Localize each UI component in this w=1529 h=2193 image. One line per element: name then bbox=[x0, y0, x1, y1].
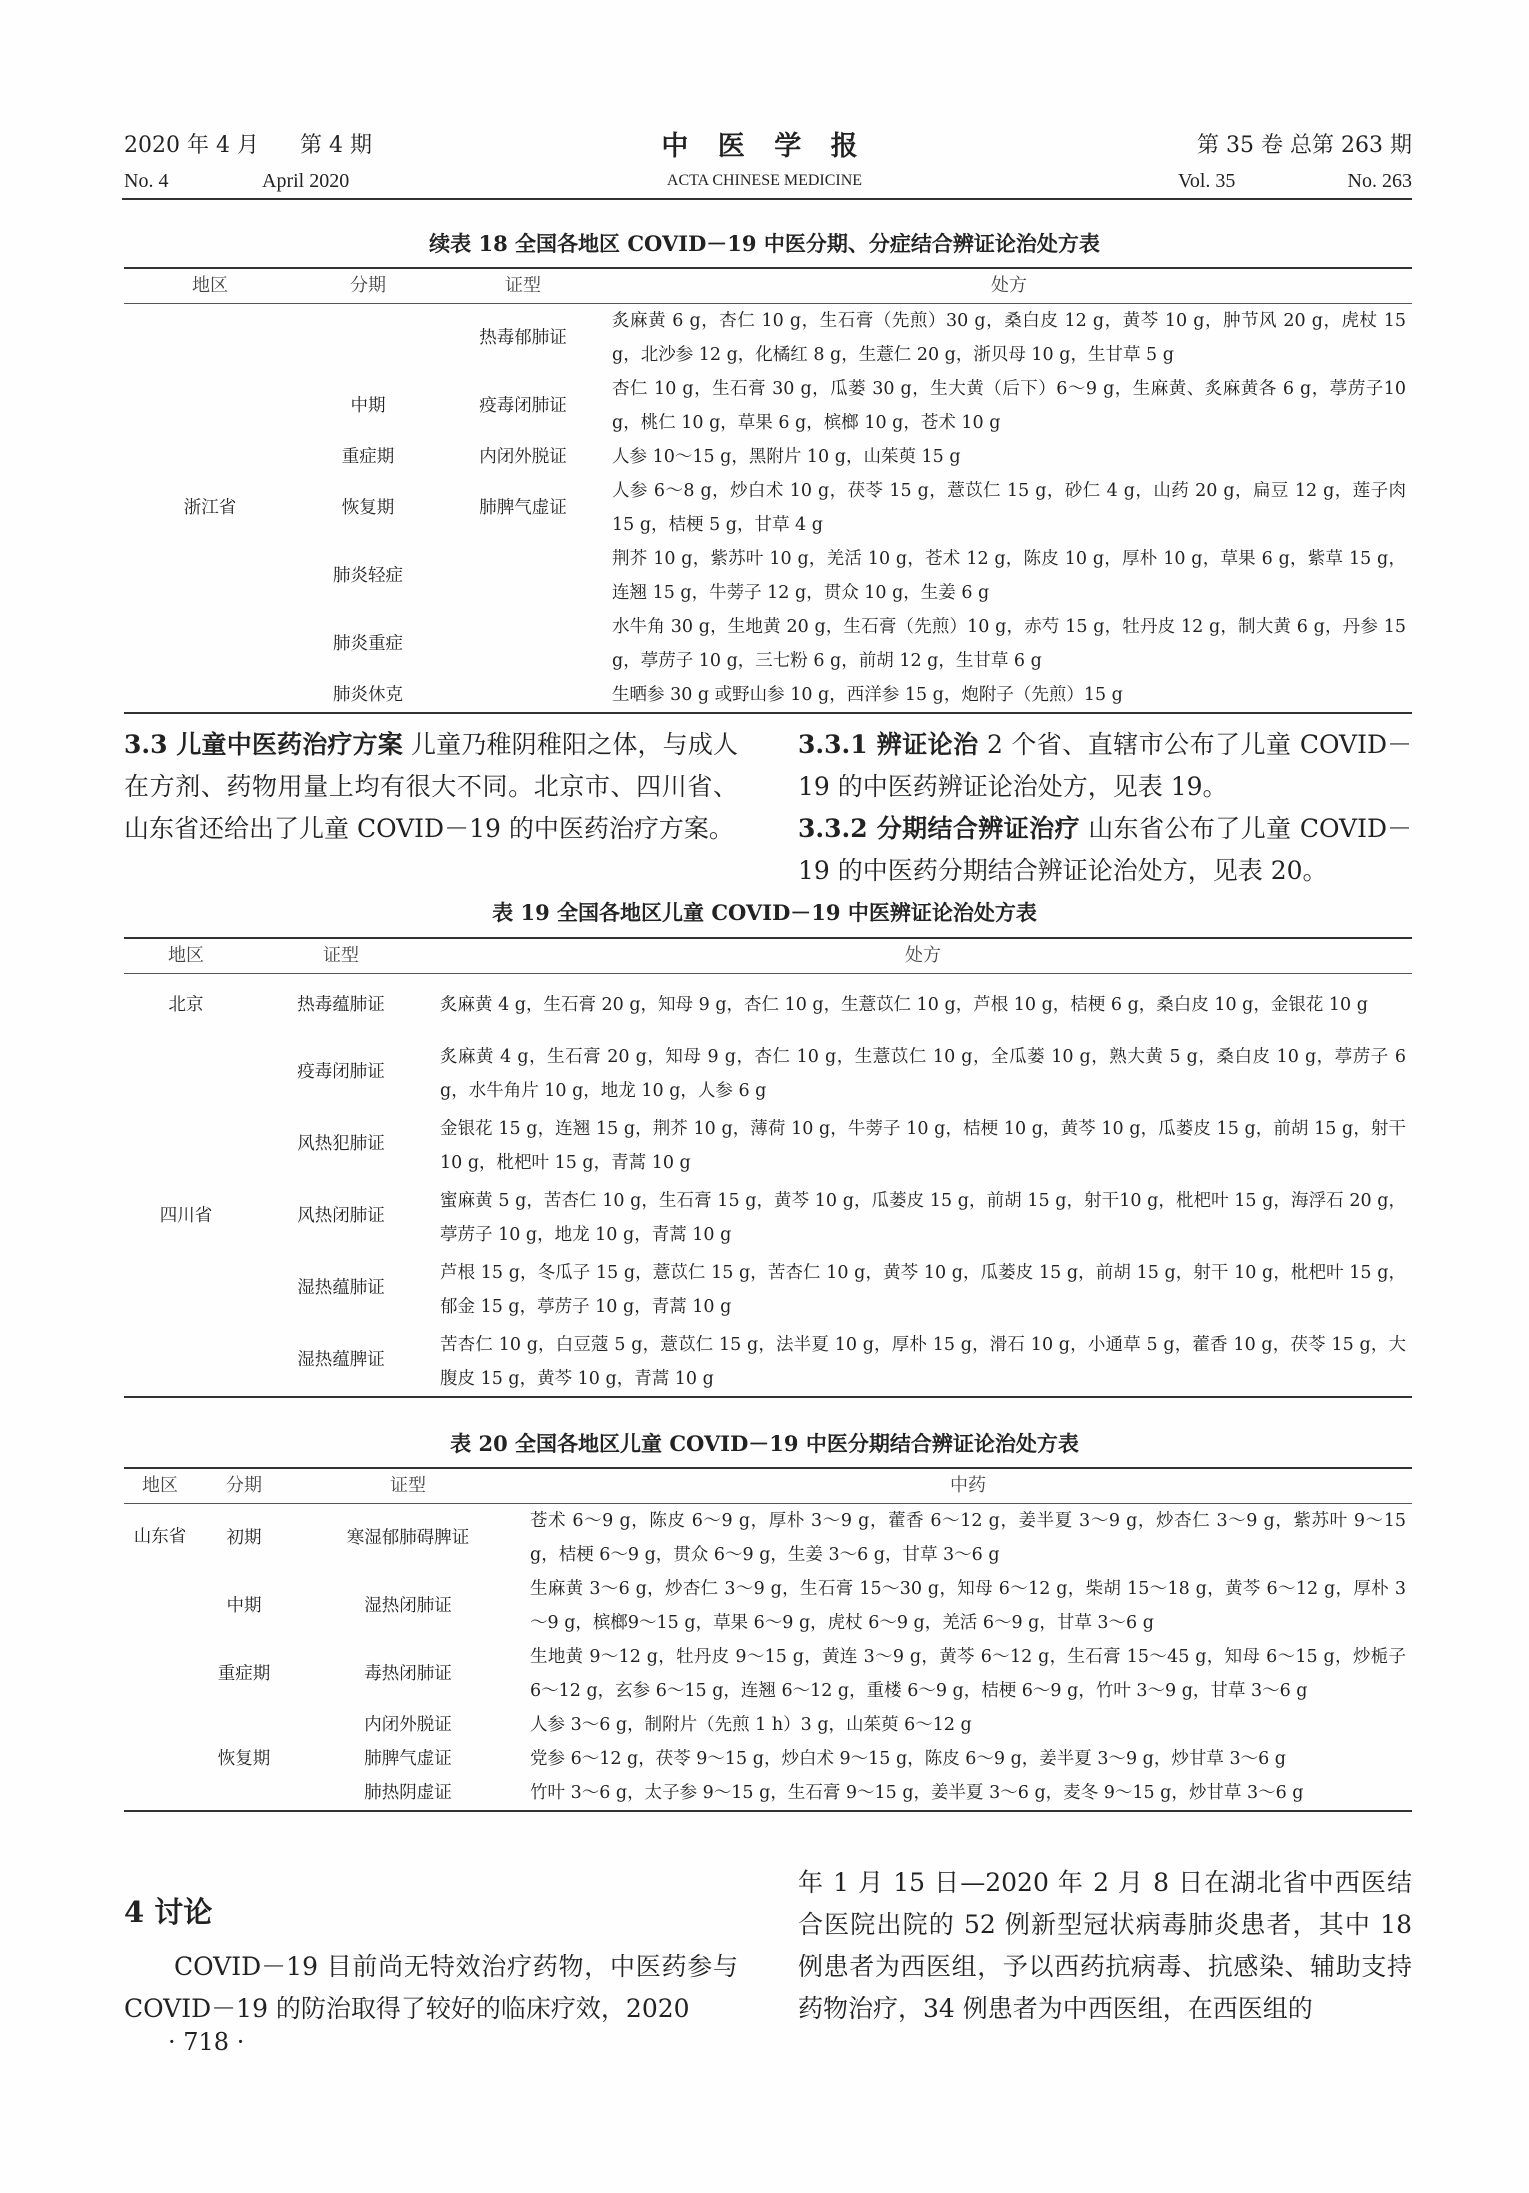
header-date-en: April 2020 bbox=[262, 170, 350, 192]
table18-pattern: 内闭外脱证 bbox=[479, 447, 567, 467]
section-3-3-1-heading: 3.3.1 辨证论治 bbox=[798, 730, 979, 759]
table-row bbox=[124, 1252, 1412, 1324]
table-row bbox=[124, 1776, 1412, 1811]
table20-header-row bbox=[124, 1468, 1412, 1504]
header-no-total: No. 263 bbox=[1347, 170, 1412, 192]
table-row bbox=[124, 1572, 1412, 1640]
table20-pattern: 肺脾气虚证 bbox=[364, 1749, 452, 1769]
table18-rx: 人参 6～8 g，炒白术 10 g，茯苓 15 g，薏苡仁 15 g，砂仁 4 g，山药 20 g，扁豆 12 g，莲子肉 15 g，桔梗 5 g，甘草 4 g bbox=[612, 481, 1406, 535]
table20-stage bbox=[196, 1708, 292, 1742]
table-row bbox=[124, 974, 1412, 1037]
table19-rx: 金银花 15 g，连翘 15 g，荆芥 10 g，薄荷 10 g，牛蒡子 10 g，桔梗 10 g，黄芩 10 g，瓜蒌皮 15 g，前胡 15 g，射干 10 g，枇杷叶 15 g，青蒿 10 g bbox=[440, 1119, 1406, 1173]
table20-rx: 生地黄 9～12 g，牡丹皮 9～15 g，黄连 3～9 g，黄芩 6～12 g，生石膏 15～45 g，知母 6～15 g，炒栀子 6～12 g，玄参 6～15 g，连翘 6～12 g，重楼 6～9 g，桔梗 6～9 g，竹叶 3～9 g，甘草 3～6 g bbox=[530, 1647, 1406, 1701]
table20-stage: 恢复期 bbox=[217, 1749, 271, 1769]
table19-rx: 芦根 15 g，冬瓜子 15 g，薏苡仁 15 g，苦杏仁 10 g，黄芩 10 g，瓜蒌皮 15 g，前胡 15 g，射干 10 g，枇杷叶 15 g，郁金 15 g，葶苈子 10 g，青蒿 10 g bbox=[440, 1263, 1406, 1317]
table20-rx: 生麻黄 3～6 g，炒杏仁 3～9 g，生石膏 15～30 g，知母 6～12 g，柴胡 15～18 g，黄芩 6～12 g，厚朴 3～9 g，槟榔9～15 g，草果 6～9 g，虎杖 6～9 g，羌活 6～9 g，甘草 3～6 g bbox=[530, 1579, 1406, 1633]
table20-stage: 重症期 bbox=[217, 1664, 271, 1684]
table-row bbox=[124, 1708, 1412, 1742]
table18-caption: 续表 18 全国各地区 COVID－19 中医分期、分症结合辨证论治处方表 bbox=[429, 231, 1100, 256]
table20-rx: 苍术 6～9 g，陈皮 6～9 g，厚朴 3～9 g，藿香 6～12 g，姜半夏 3～9 g，炒杏仁 3～9 g，紫苏叶 9～15 g，桔梗 6～9 g，贯众 6～9 g，生姜 3～6 g，甘草 3～6 g bbox=[530, 1511, 1406, 1565]
table19-region: 北京 bbox=[168, 995, 204, 1015]
table18-pattern: 热毒郁肺证 bbox=[479, 328, 567, 348]
table18-col-rx: 处方 bbox=[991, 275, 1027, 296]
table19-pattern: 湿热蕴肺证 bbox=[297, 1278, 385, 1298]
table18-stage bbox=[296, 304, 440, 373]
table-row bbox=[124, 372, 1412, 440]
table20-stage: 中期 bbox=[226, 1596, 262, 1616]
table19-col-rx: 处方 bbox=[905, 945, 941, 966]
table20-col-stage: 分期 bbox=[226, 1475, 262, 1496]
table20-pattern: 寒湿郁肺碍脾证 bbox=[346, 1528, 470, 1548]
table18-pattern bbox=[440, 610, 606, 678]
table20-pattern: 湿热闭肺证 bbox=[364, 1596, 452, 1616]
header-issue-cn: 第 4 期 bbox=[300, 133, 372, 158]
table18-col-stage: 分期 bbox=[350, 275, 386, 296]
table18-pattern bbox=[440, 678, 606, 713]
header-date-cn: 2020 年 4 月 bbox=[124, 133, 259, 158]
section-4-heading: 4 讨论 bbox=[124, 1895, 213, 1929]
section-3-3-text: 儿童乃稚阴稚阳之体，与成人在方剂、药物用量上均有很大不同。北京市、四川省、山东省还给出了儿童 COVID－19 的中医药治疗方案。 bbox=[124, 730, 738, 843]
table18-rx: 水牛角 30 g，生地黄 20 g，生石膏（先煎）10 g，赤芍 15 g，牡丹皮 12 g，制大黄 6 g，丹参 15 g，葶苈子 10 g，三七粉 6 g，前胡 12 g，生甘草 6 g bbox=[612, 617, 1406, 671]
table19-rx: 苦杏仁 10 g，白豆蔻 5 g，薏苡仁 15 g，法半夏 10 g，厚朴 15 g，滑石 10 g，小通草 5 g，藿香 10 g，茯苓 15 g，大腹皮 15 g，黄芩 10 g，青蒿 10 g bbox=[440, 1335, 1406, 1389]
table19-caption: 表 19 全国各地区儿童 COVID－19 中医辨证论治处方表 bbox=[492, 900, 1037, 925]
table-row bbox=[124, 440, 1412, 474]
table18-rx: 杏仁 10 g，生石膏 30 g，瓜蒌 30 g，生大黄（后下）6～9 g，生麻黄、炙麻黄各 6 g，葶苈子10 g，桃仁 10 g，草果 6 g，槟榔 10 g，苍术 10 g bbox=[612, 379, 1406, 433]
table19-header-row bbox=[124, 938, 1412, 974]
header-no: No. 4 bbox=[124, 170, 169, 192]
table19-col-pattern: 证型 bbox=[323, 945, 359, 966]
table18-stage: 恢复期 bbox=[341, 498, 395, 518]
table19-rx: 炙麻黄 4 g，生石膏 20 g，知母 9 g，杏仁 10 g，生薏苡仁 10 g，全瓜蒌 10 g，熟大黄 5 g，桑白皮 10 g，葶苈子 6 g，水牛角片 10 g，地龙 10 g，人参 6 g bbox=[440, 1047, 1406, 1101]
table18-pattern: 肺脾气虚证 bbox=[479, 498, 567, 518]
table18-col-region: 地区 bbox=[192, 275, 228, 296]
section-3-3-1-text: 2 个省、直辖市公布了儿童 COVID－19 的中医药辨证论治处方，见表 19。 bbox=[798, 730, 1412, 801]
table18 bbox=[124, 267, 1412, 714]
table20-pattern: 肺热阴虚证 bbox=[364, 1783, 452, 1803]
header-volume-cn: 第 35 卷 总第 263 期 bbox=[1197, 133, 1412, 158]
table18-rx: 生晒参 30 g 或野山参 10 g，西洋参 15 g，炮附子（先煎）15 g bbox=[612, 685, 1123, 705]
table20-caption: 表 20 全国各地区儿童 COVID－19 中医分期结合辨证论治处方表 bbox=[450, 1431, 1079, 1456]
table18-rx: 人参 10～15 g，黑附片 10 g，山茱萸 15 g bbox=[612, 447, 961, 467]
table18-rx: 荆芥 10 g，紫苏叶 10 g，羌活 10 g，苍术 12 g，陈皮 10 g，厚朴 10 g，草果 6 g，紫草 15 g，连翘 15 g，牛蒡子 12 g，贯众 10 g，生姜 6 g bbox=[612, 549, 1406, 603]
table-row bbox=[124, 542, 1412, 610]
table20 bbox=[124, 1467, 1412, 1812]
table20-col-rx: 中药 bbox=[950, 1475, 986, 1496]
table19-rx: 蜜麻黄 5 g，苦杏仁 10 g，生石膏 15 g，黄芩 10 g，瓜蒌皮 15 g，前胡 15 g，射干10 g，枇杷叶 15 g，海浮石 20 g，葶苈子 10 g，地龙 10 g，青蒿 10 g bbox=[440, 1191, 1406, 1245]
table20-rx: 党参 6～12 g，茯苓 9～15 g，炒白术 9～15 g，陈皮 6～9 g，姜半夏 3～9 g，炒甘草 3～6 g bbox=[530, 1749, 1286, 1769]
table18-stage: 肺炎休克 bbox=[333, 685, 403, 705]
section-3-3-paragraph bbox=[124, 724, 738, 850]
table20-rx: 人参 3～6 g，制附片（先煎 1 h）3 g，山茱萸 6～12 g bbox=[530, 1715, 972, 1735]
table20-rx: 竹叶 3～6 g，太子参 9～15 g，生石膏 9～15 g，姜半夏 3～6 g，麦冬 9～15 g，炒甘草 3～6 g bbox=[530, 1783, 1304, 1803]
journal-title-cn: 中 医 学 报 bbox=[661, 131, 868, 162]
header-vol-en: Vol. 35 bbox=[1178, 170, 1236, 192]
table18-stage: 中期 bbox=[350, 396, 386, 416]
table19 bbox=[124, 937, 1412, 1398]
section-3-3-2-paragraph bbox=[798, 808, 1412, 892]
table-row bbox=[124, 1108, 1412, 1180]
section-4-right-text: 年 1 月 15 日—2020 年 2 月 8 日在湖北省中西医结合医院出院的 52 例新型冠状病毒肺炎患者，其中 18 例患者为西医组，予以西药抗病毒、抗感染、辅助支持药物治疗，34 例患者为中西医组，在西医组的 bbox=[798, 1868, 1412, 2023]
table20-stage bbox=[196, 1776, 292, 1811]
table18-region: 浙江省 bbox=[183, 498, 237, 518]
table-row bbox=[124, 1504, 1412, 1573]
journal-title-en: ACTA CHINESE MEDICINE bbox=[666, 172, 863, 189]
table-row bbox=[124, 610, 1412, 678]
table20-pattern: 内闭外脱证 bbox=[364, 1715, 452, 1735]
table-row bbox=[124, 1324, 1412, 1397]
table20-region: 山东省 bbox=[133, 1527, 187, 1547]
header-rule bbox=[122, 198, 1412, 200]
table19-pattern: 风热犯肺证 bbox=[297, 1134, 385, 1154]
table18-stage: 重症期 bbox=[341, 447, 395, 467]
table19-pattern: 湿热蕴脾证 bbox=[297, 1350, 385, 1370]
table-row bbox=[124, 1036, 1412, 1108]
table19-region: 四川省 bbox=[159, 1206, 213, 1226]
section-3-3-2-heading: 3.3.2 分期结合辨证治疗 bbox=[798, 814, 1080, 843]
table18-col-pattern: 证型 bbox=[505, 275, 541, 296]
table18-rx: 炙麻黄 6 g，杏仁 10 g，生石膏（先煎）30 g，桑白皮 12 g，黄芩 10 g，肿节风 20 g，虎杖 15 g，北沙参 12 g，化橘红 8 g，生薏仁 20 g，浙贝母 10 g，生甘草 5 g bbox=[612, 311, 1406, 365]
section-3-3-heading: 3.3 儿童中医药治疗方案 bbox=[124, 730, 403, 759]
section-3-3-1-paragraph bbox=[798, 724, 1412, 808]
table-row bbox=[124, 678, 1412, 713]
table19-col-region: 地区 bbox=[168, 945, 204, 966]
page-number: · 718 · bbox=[168, 2028, 245, 2056]
table18-pattern: 疫毒闭肺证 bbox=[479, 396, 567, 416]
table20-col-pattern: 证型 bbox=[390, 1475, 426, 1496]
table20-stage: 初期 bbox=[226, 1528, 262, 1548]
table19-pattern: 疫毒闭肺证 bbox=[297, 1062, 385, 1082]
table-row bbox=[124, 304, 1412, 373]
table19-rx: 炙麻黄 4 g，生石膏 20 g，知母 9 g，杏仁 10 g，生薏苡仁 10 g，芦根 10 g，桔梗 6 g，桑白皮 10 g，金银花 10 g bbox=[440, 995, 1368, 1015]
section-4-left-text: COVID－19 目前尚无特效治疗药物，中医药参与 COVID－19 的防治取得了较好的临床疗效，2020 bbox=[124, 1952, 738, 2023]
table18-pattern bbox=[440, 542, 606, 610]
table19-pattern: 风热闭肺证 bbox=[297, 1206, 385, 1226]
table18-header-row bbox=[124, 268, 1412, 304]
table19-pattern: 热毒蕴肺证 bbox=[297, 995, 385, 1015]
table18-stage: 肺炎重症 bbox=[333, 634, 403, 654]
table-row bbox=[124, 1180, 1412, 1252]
table-row bbox=[124, 474, 1412, 542]
table-row bbox=[124, 1640, 1412, 1708]
table20-col-region: 地区 bbox=[142, 1475, 178, 1496]
table18-stage: 肺炎轻症 bbox=[333, 566, 403, 586]
table-row bbox=[124, 1742, 1412, 1776]
table20-pattern: 毒热闭肺证 bbox=[364, 1664, 452, 1684]
section-3-3-2-text: 山东省公布了儿童 COVID－19 的中医药分期结合辨证论治处方，见表 20。 bbox=[798, 814, 1413, 885]
